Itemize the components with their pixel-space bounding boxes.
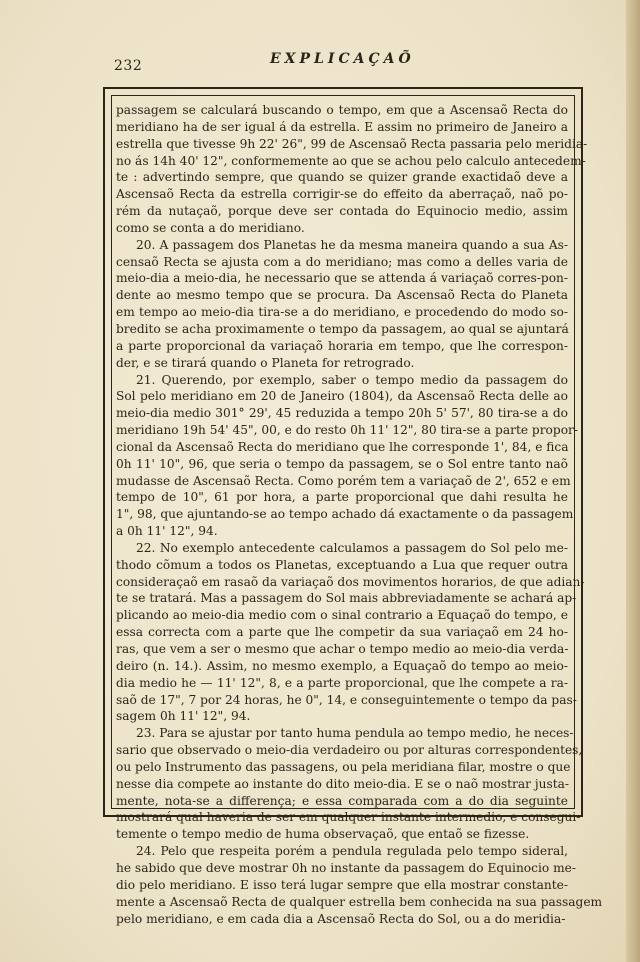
text-line: mudasse de Ascensaõ Recta. Como porém tem a variaçaõ de 2', 652 e em bbox=[116, 473, 571, 488]
text-line: rém da nutaçaõ, porque deve ser contada do Equinocio medio, assim bbox=[116, 204, 568, 219]
text-line: essa correcta com a parte que lhe competir da sua variaçaõ em 24 ho- bbox=[116, 625, 568, 640]
text-line: der, e se tirará quando o Planeta for retrogrado. bbox=[116, 355, 415, 370]
text-line: 21. Querendo, por exemplo, saber o tempo medio da passagem do bbox=[136, 372, 568, 387]
text-line: 0h 11' 10", 96, que seria o tempo da passagem, se o Sol entre tanto naõ bbox=[116, 456, 568, 471]
text-line: cional da Ascensaõ Recta do meridiano que lhe corresponde 1', 84, e fica bbox=[116, 439, 569, 454]
page-gutter-shadow bbox=[626, 0, 640, 962]
text-line: nesse dia compete ao instante do dito meio-dia. E se o naõ mostrar justa- bbox=[116, 776, 570, 791]
text-line: saõ de 17", 7 por 24 horas, he 0", 14, e conseguintemente o tempo da pas- bbox=[116, 692, 577, 707]
text-line: he sabido que deve mostrar 0h no instante da passagem do Equinocio me- bbox=[116, 860, 576, 875]
text-line: plicando ao meio-dia medio com o sinal contrario a Equaçaõ do tempo, e bbox=[116, 608, 568, 623]
text-line: deiro (n. 14.). Assim, no mesmo exemplo, a Equaçaõ do tempo ao meio- bbox=[116, 658, 568, 673]
text-line: passagem se calculará buscando o tempo, em que a Ascensaõ Recta do bbox=[116, 103, 568, 117]
text-line: dente ao mesmo tempo que se procura. Da Ascensaõ Recta do Planeta bbox=[116, 288, 568, 303]
text-line: 24. Pelo que respeita porém a pendula regulada pelo tempo sideral, bbox=[136, 844, 568, 859]
text-line: sario que observado o meio-dia verdadeiro ou por alturas correspondentes, bbox=[116, 743, 583, 758]
text-line: em tempo ao meio-dia tira-se a do meridiano, e procedendo do modo so- bbox=[116, 305, 568, 320]
text-line: te : advertindo sempre, que quando se quizer grande exactidaõ deve a bbox=[116, 170, 568, 185]
text-line: 22. No exemplo antecedente calculamos a passagem do Sol pelo me- bbox=[136, 540, 568, 555]
text-line: 20. A passagem dos Planetas he da mesma maneira quando a sua As- bbox=[136, 237, 568, 252]
text-line: a 0h 11' 12", 94. bbox=[116, 524, 218, 539]
text-line: dio pelo meridiano. E isso terá lugar sempre que ella mostrar constante- bbox=[116, 877, 568, 892]
text-line: censaõ Recta se ajusta com a do meridiano; mas como a delles varia de bbox=[116, 254, 568, 269]
text-line: meio-dia medio 301° 29', 45 reduzida a tempo 20h 5' 57', 80 tira-se a do bbox=[116, 406, 568, 421]
text-line: dia medio he — 11' 12", 8, e a parte proporcional, que lhe compete a ra- bbox=[116, 675, 568, 690]
paragraph bbox=[116, 372, 578, 540]
text-line: estrella que tivesse 9h 22' 26", 99 de Ascensaõ Recta passaria pelo meridia- bbox=[116, 136, 588, 151]
text-line: tempo de 10", 61 por hora, a parte proporcional que dahi resulta he bbox=[116, 490, 568, 505]
text-line: a parte proporcional da variaçaõ horaria em tempo, que lhe correspon- bbox=[116, 338, 568, 353]
text-line: 1", 98, que ajuntando-se ao tempo achado dá exactamente o da passagem bbox=[116, 507, 574, 522]
text-line: meio-dia a meio-dia, he necessario que se attenda á variaçaõ corres-pon- bbox=[116, 271, 568, 286]
text-line: mente a Ascensaõ Recta de qualquer estrella bem conhecida na sua passagem bbox=[116, 894, 603, 909]
text-line: ras, que vem a ser o mesmo que achar o tempo medio ao meio-dia verda- bbox=[116, 642, 569, 656]
paragraph bbox=[116, 237, 568, 372]
text-line: no ás 14h 40' 12", conformemente ao que se achou pelo calculo antecedem- bbox=[116, 153, 586, 168]
text-line: meridiano ha de ser igual á da estrella. E assim no primeiro de Janeiro a bbox=[116, 119, 568, 134]
text-line: Sol pelo meridiano em 20 de Janeiro (1804), da Ascensaõ Recta delle ao bbox=[116, 389, 568, 404]
text-line: te se tratará. Mas a passagem do Sol mais abbreviadamente se achará ap- bbox=[116, 591, 577, 606]
running-head: EXPLICAÇAÕ bbox=[270, 51, 415, 67]
paragraph bbox=[116, 843, 603, 927]
text-line: 23. Para se ajustar por tanto huma pendula ao tempo medio, he neces- bbox=[136, 726, 574, 741]
text-line: como se conta a do meridiano. bbox=[116, 220, 305, 235]
text-line: ou pelo Instrumento das passagens, ou pela meridiana filar, mostre o que bbox=[116, 759, 571, 774]
text-line: mente, nota-se a differença; e essa comparada com a do dia seguinte bbox=[116, 793, 568, 808]
text-line: consideraçaõ em rasaõ da variaçaõ dos movimentos horarios, de que adian- bbox=[116, 574, 585, 589]
text-line: meridiano 19h 54' 45", 00, e do resto 0h 11' 12", 80 tira-se a parte propor- bbox=[116, 423, 578, 438]
text-line: sagem 0h 11' 12", 94. bbox=[116, 709, 251, 724]
body-text bbox=[116, 102, 603, 927]
text-line: thodo cõmum a todos os Planetas, exceptuando a Lua que requer outra bbox=[116, 557, 568, 572]
paragraph bbox=[116, 540, 585, 725]
paragraph bbox=[116, 725, 583, 843]
text-line: temente o tempo medio de huma observaçaõ, que entaõ se fizesse. bbox=[116, 827, 530, 842]
text-line: bredito se acha proximamente o tempo da passagem, ao qual se ajuntará bbox=[116, 321, 569, 336]
page-number: 232 bbox=[114, 58, 143, 74]
text-line: Ascensaõ Recta da estrella corrigir-se do effeito da aberraçaõ, naõ po- bbox=[116, 187, 568, 202]
paragraph bbox=[116, 102, 588, 237]
text-line: mostrará qual haveria de ser em qualquer instante intermedio, e consegui- bbox=[116, 810, 581, 825]
text-line: pelo meridiano, e em cada dia a Ascensaõ Recta do Sol, ou a do meridia- bbox=[116, 911, 566, 926]
